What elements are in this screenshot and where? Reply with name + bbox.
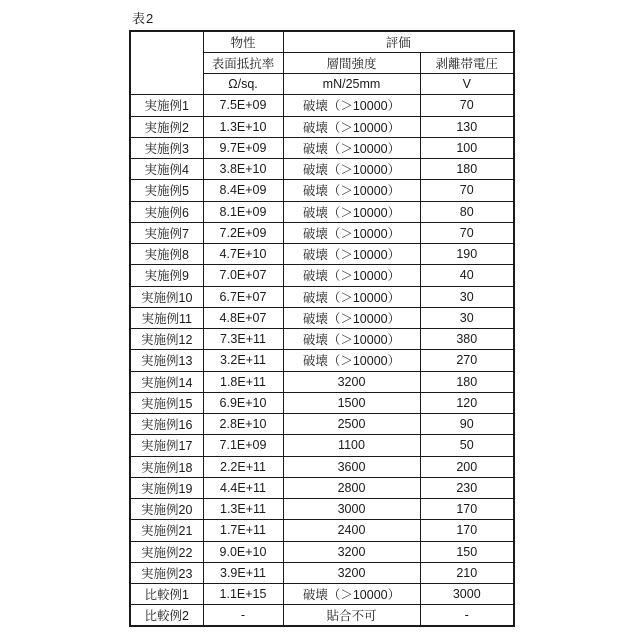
resistivity-cell: 7.2E+09 — [203, 222, 283, 243]
row-label-cell: 比較例2 — [130, 605, 203, 626]
row-label-cell: 実施例17 — [130, 435, 203, 456]
table-row — [130, 456, 514, 477]
table-row — [130, 329, 514, 350]
row-label-cell: 実施例12 — [130, 329, 203, 350]
voltage-cell: 70 — [420, 180, 514, 201]
resistivity-cell: 8.1E+09 — [203, 201, 283, 222]
resistivity-cell: 3.9E+11 — [203, 562, 283, 583]
strength-cell: 2500 — [283, 414, 420, 435]
header-corner-cell — [130, 31, 203, 95]
voltage-cell: 270 — [420, 350, 514, 371]
voltage-cell: 170 — [420, 499, 514, 520]
header-group-evaluation: 評価 — [283, 31, 514, 52]
table-row — [130, 159, 514, 180]
resistivity-cell: 7.3E+11 — [203, 329, 283, 350]
resistivity-cell: 1.7E+11 — [203, 520, 283, 541]
resistivity-cell: 1.3E+11 — [203, 499, 283, 520]
resistivity-cell: 7.5E+09 — [203, 95, 283, 116]
table-row — [130, 222, 514, 243]
row-label-cell: 実施例3 — [130, 137, 203, 158]
voltage-cell: 50 — [420, 435, 514, 456]
row-label-cell: 実施例23 — [130, 562, 203, 583]
strength-cell: 3200 — [283, 562, 420, 583]
strength-cell: 3600 — [283, 456, 420, 477]
voltage-cell: 190 — [420, 244, 514, 265]
resistivity-cell: 1.1E+15 — [203, 584, 283, 605]
header-col-resistivity: 表面抵抗率 — [203, 52, 283, 73]
voltage-cell: 200 — [420, 456, 514, 477]
strength-cell: 破壊（＞10000） — [283, 137, 420, 158]
row-label-cell: 実施例7 — [130, 222, 203, 243]
strength-cell: 1100 — [283, 435, 420, 456]
table-row — [130, 392, 514, 413]
voltage-cell: 210 — [420, 562, 514, 583]
row-label-cell: 実施例15 — [130, 392, 203, 413]
table-row — [130, 137, 514, 158]
resistivity-cell: 7.0E+07 — [203, 265, 283, 286]
table-row — [130, 435, 514, 456]
row-label-cell: 実施例16 — [130, 414, 203, 435]
row-label-cell: 実施例9 — [130, 265, 203, 286]
strength-cell: 破壊（＞10000） — [283, 350, 420, 371]
table-row — [130, 520, 514, 541]
resistivity-cell: 2.8E+10 — [203, 414, 283, 435]
header-unit-resistivity: Ω/sq. — [203, 74, 283, 95]
strength-cell: 破壊（＞10000） — [283, 201, 420, 222]
row-label-cell: 実施例19 — [130, 477, 203, 498]
voltage-cell: 120 — [420, 392, 514, 413]
resistivity-cell: 3.2E+11 — [203, 350, 283, 371]
row-label-cell: 実施例21 — [130, 520, 203, 541]
strength-cell: 貼合不可 — [283, 605, 420, 626]
voltage-cell: 180 — [420, 371, 514, 392]
strength-cell: 3200 — [283, 541, 420, 562]
strength-cell: 破壊（＞10000） — [283, 244, 420, 265]
table-row — [130, 286, 514, 307]
table-row — [130, 180, 514, 201]
row-label-cell: 実施例14 — [130, 371, 203, 392]
resistivity-cell: 1.8E+11 — [203, 371, 283, 392]
table-row — [130, 371, 514, 392]
table-row — [130, 307, 514, 328]
voltage-cell: 3000 — [420, 584, 514, 605]
voltage-cell: 70 — [420, 95, 514, 116]
table-body — [130, 95, 514, 626]
row-label-cell: 実施例20 — [130, 499, 203, 520]
resistivity-cell: 2.2E+11 — [203, 456, 283, 477]
strength-cell: 3000 — [283, 499, 420, 520]
row-label-cell: 実施例18 — [130, 456, 203, 477]
table-row — [130, 584, 514, 605]
resistivity-cell: 7.1E+09 — [203, 435, 283, 456]
voltage-cell: 170 — [420, 520, 514, 541]
row-label-cell: 実施例13 — [130, 350, 203, 371]
table-row — [130, 244, 514, 265]
voltage-cell: 180 — [420, 159, 514, 180]
voltage-cell: 30 — [420, 286, 514, 307]
voltage-cell: 380 — [420, 329, 514, 350]
results-table — [129, 30, 515, 627]
table-header — [130, 31, 514, 95]
table-row — [130, 477, 514, 498]
voltage-cell: 150 — [420, 541, 514, 562]
resistivity-cell: 1.3E+10 — [203, 116, 283, 137]
voltage-cell: 100 — [420, 137, 514, 158]
strength-cell: 1500 — [283, 392, 420, 413]
table-row — [130, 499, 514, 520]
strength-cell: 破壊（＞10000） — [283, 180, 420, 201]
resistivity-cell: 4.7E+10 — [203, 244, 283, 265]
voltage-cell: 70 — [420, 222, 514, 243]
strength-cell: 破壊（＞10000） — [283, 116, 420, 137]
voltage-cell: 30 — [420, 307, 514, 328]
strength-cell: 破壊（＞10000） — [283, 329, 420, 350]
resistivity-cell: 8.4E+09 — [203, 180, 283, 201]
table-title: 表2 — [132, 11, 155, 26]
table-row — [130, 265, 514, 286]
table-row — [130, 562, 514, 583]
table-row — [130, 201, 514, 222]
strength-cell: 破壊（＞10000） — [283, 265, 420, 286]
resistivity-cell: 9.0E+10 — [203, 541, 283, 562]
table-row — [130, 605, 514, 626]
table-row — [130, 350, 514, 371]
voltage-cell: 130 — [420, 116, 514, 137]
strength-cell: 3200 — [283, 371, 420, 392]
table-row — [130, 95, 514, 116]
resistivity-cell: 6.7E+07 — [203, 286, 283, 307]
row-label-cell: 実施例11 — [130, 307, 203, 328]
voltage-cell: 80 — [420, 201, 514, 222]
strength-cell: 破壊（＞10000） — [283, 307, 420, 328]
header-group-row — [130, 31, 514, 52]
strength-cell: 2800 — [283, 477, 420, 498]
header-unit-voltage: V — [420, 74, 514, 95]
header-col-voltage: 剥離帯電圧 — [420, 52, 514, 73]
voltage-cell: 90 — [420, 414, 514, 435]
header-unit-strength: mN/25mm — [283, 74, 420, 95]
strength-cell: 破壊（＞10000） — [283, 95, 420, 116]
strength-cell: 2400 — [283, 520, 420, 541]
row-label-cell: 実施例5 — [130, 180, 203, 201]
resistivity-cell: 9.7E+09 — [203, 137, 283, 158]
table-row — [130, 116, 514, 137]
row-label-cell: 実施例8 — [130, 244, 203, 265]
header-group-property: 物性 — [203, 31, 283, 52]
resistivity-cell: 4.4E+11 — [203, 477, 283, 498]
voltage-cell: 230 — [420, 477, 514, 498]
row-label-cell: 実施例2 — [130, 116, 203, 137]
row-label-cell: 実施例22 — [130, 541, 203, 562]
resistivity-cell: - — [203, 605, 283, 626]
voltage-cell: - — [420, 605, 514, 626]
strength-cell: 破壊（＞10000） — [283, 159, 420, 180]
row-label-cell: 実施例6 — [130, 201, 203, 222]
strength-cell: 破壊（＞10000） — [283, 584, 420, 605]
table-row — [130, 541, 514, 562]
header-col-strength: 層間強度 — [283, 52, 420, 73]
strength-cell: 破壊（＞10000） — [283, 286, 420, 307]
row-label-cell: 比較例1 — [130, 584, 203, 605]
row-label-cell: 実施例1 — [130, 95, 203, 116]
resistivity-cell: 6.9E+10 — [203, 392, 283, 413]
resistivity-cell: 4.8E+07 — [203, 307, 283, 328]
voltage-cell: 40 — [420, 265, 514, 286]
row-label-cell: 実施例4 — [130, 159, 203, 180]
table-row — [130, 414, 514, 435]
resistivity-cell: 3.8E+10 — [203, 159, 283, 180]
strength-cell: 破壊（＞10000） — [283, 222, 420, 243]
row-label-cell: 実施例10 — [130, 286, 203, 307]
